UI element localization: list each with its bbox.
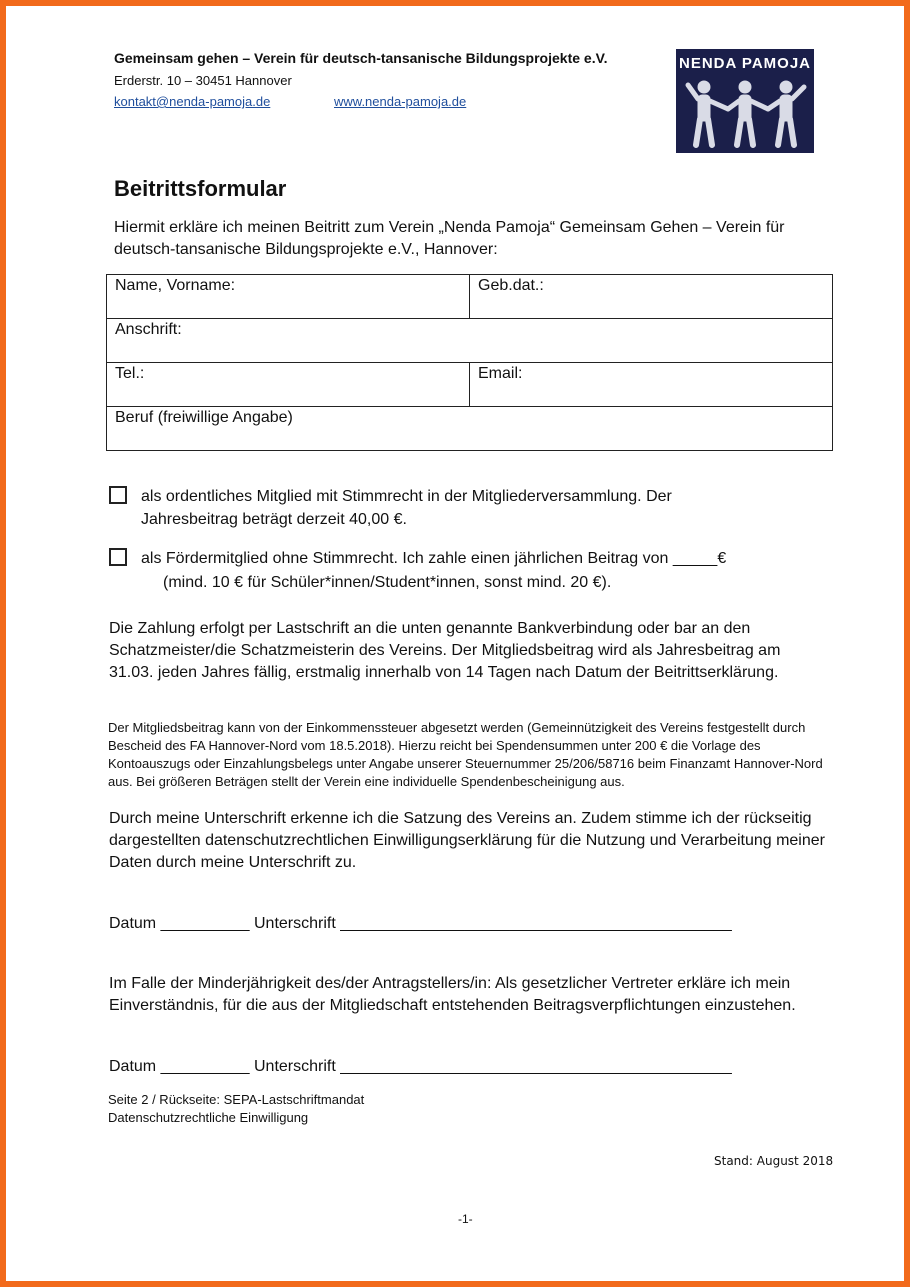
people-holding-hands-icon [682,77,808,149]
tax-paragraph: Der Mitgliedsbeitrag kann von der Einkommenssteuer abgesetzt werden (Gemeinnützigkeit des Vereins festgestellt durch Bescheid des FA Hannover-Nord vom 18.5.2018). Hierzu reicht bei Spendensummen unter 200 € die Vorlage des Kontoauszugs oder Einzahlungsbelegs unter Angabe unserer Steuernummer 25/206/58716 beim Finanzamt Hannover-Nord aus. Bei größeren Beträgen stellt der Verein eine individuelle Spendenbescheinigung aus. [108,720,823,789]
organization-address: Erderstr. 10 – 30451 Hannover [114,73,292,88]
page-number: -1- [458,1212,473,1226]
regular-member-label-line2: Jahresbeitrag beträgt derzeit 40,00 €. [141,511,407,528]
regular-member-checkbox[interactable] [109,486,127,504]
birthdate-field[interactable]: Geb.dat.: [470,275,833,319]
payment-paragraph: Die Zahlung erfolgt per Lastschrift an die unten genannte Bankverbindung oder bar an den Schatzmeister/die Schatzmeisterin des Vereins. Der Mitgliedsbeitrag wird als Jahresbeitrag am 31.03. jeden Jahres fällig, erstmalig innerhalb von 14 Tagen nach Datum der Beitrittserklärung. [109,620,781,681]
website-link[interactable]: www.nenda-pamoja.de [334,94,467,109]
name-field[interactable]: Name, Vorname: [107,275,470,319]
organization-name: Gemeinsam gehen – Verein für deutsch-tansanische Bildungsprojekte e.V. [114,50,608,66]
member-data-table [106,274,833,451]
back-page-note: Seite 2 / Rückseite: SEPA-Lastschriftmandat [108,1092,365,1107]
signature-line[interactable]: Datum __________ Unterschrift ____________________________________________ [109,915,732,932]
privacy-note: Datenschutzrechtliche Einwilligung [108,1110,309,1125]
supporting-member-label-line2: (mind. 10 € für Schüler*innen/Student*innen, sonst mind. 20 €). [163,574,612,591]
minor-paragraph: Im Falle der Minderjährigkeit des/der Antragstellers/in: Als gesetzlicher Vertreter erkläre ich mein Einverständnis, für die aus der Mitgliedschaft entstehenden Beitragsverpflichtungen einzustehen. [109,975,796,1014]
phone-field[interactable]: Tel.: [107,363,470,407]
logo-text: NENDA PAMOJA [678,55,811,72]
email-link[interactable]: kontakt@nenda-pamoja.de [114,94,271,109]
guardian-signature-line[interactable]: Datum __________ Unterschrift ____________________________________________ [109,1058,732,1075]
email-field[interactable]: Email: [470,363,833,407]
form-title: Beitrittsformular [114,176,287,201]
supporting-member-label-line1: als Fördermitglied ohne Stimmrecht. Ich zahle einen jährlichen Beitrag von _____€ [141,550,727,567]
occupation-field[interactable]: Beruf (freiwillige Angabe) [107,407,833,451]
supporting-member-checkbox[interactable] [109,548,127,566]
consent-paragraph: Durch meine Unterschrift erkenne ich die Satzung des Vereins an. Zudem stimme ich der rückseitig dargestellten datenschutzrechtlichen Einwilligungserklärung für die Nutzung und Verarbeitung meiner Daten durch meine Unterschrift zu. [109,810,825,871]
regular-member-label-line1: als ordentliches Mitglied mit Stimmrecht in der Mitgliederversammlung. Der [141,488,672,505]
intro-text: Hiermit erkläre ich meinen Beitritt zum Verein „Nenda Pamoja“ Gemeinsam Gehen – Verein für deutsch-tansanische Bildungsprojekte e.V., Hannover: [114,219,785,258]
stand-date: Stand: August 2018 [714,1154,834,1168]
logo [676,49,814,153]
address-field[interactable]: Anschrift: [107,319,833,363]
